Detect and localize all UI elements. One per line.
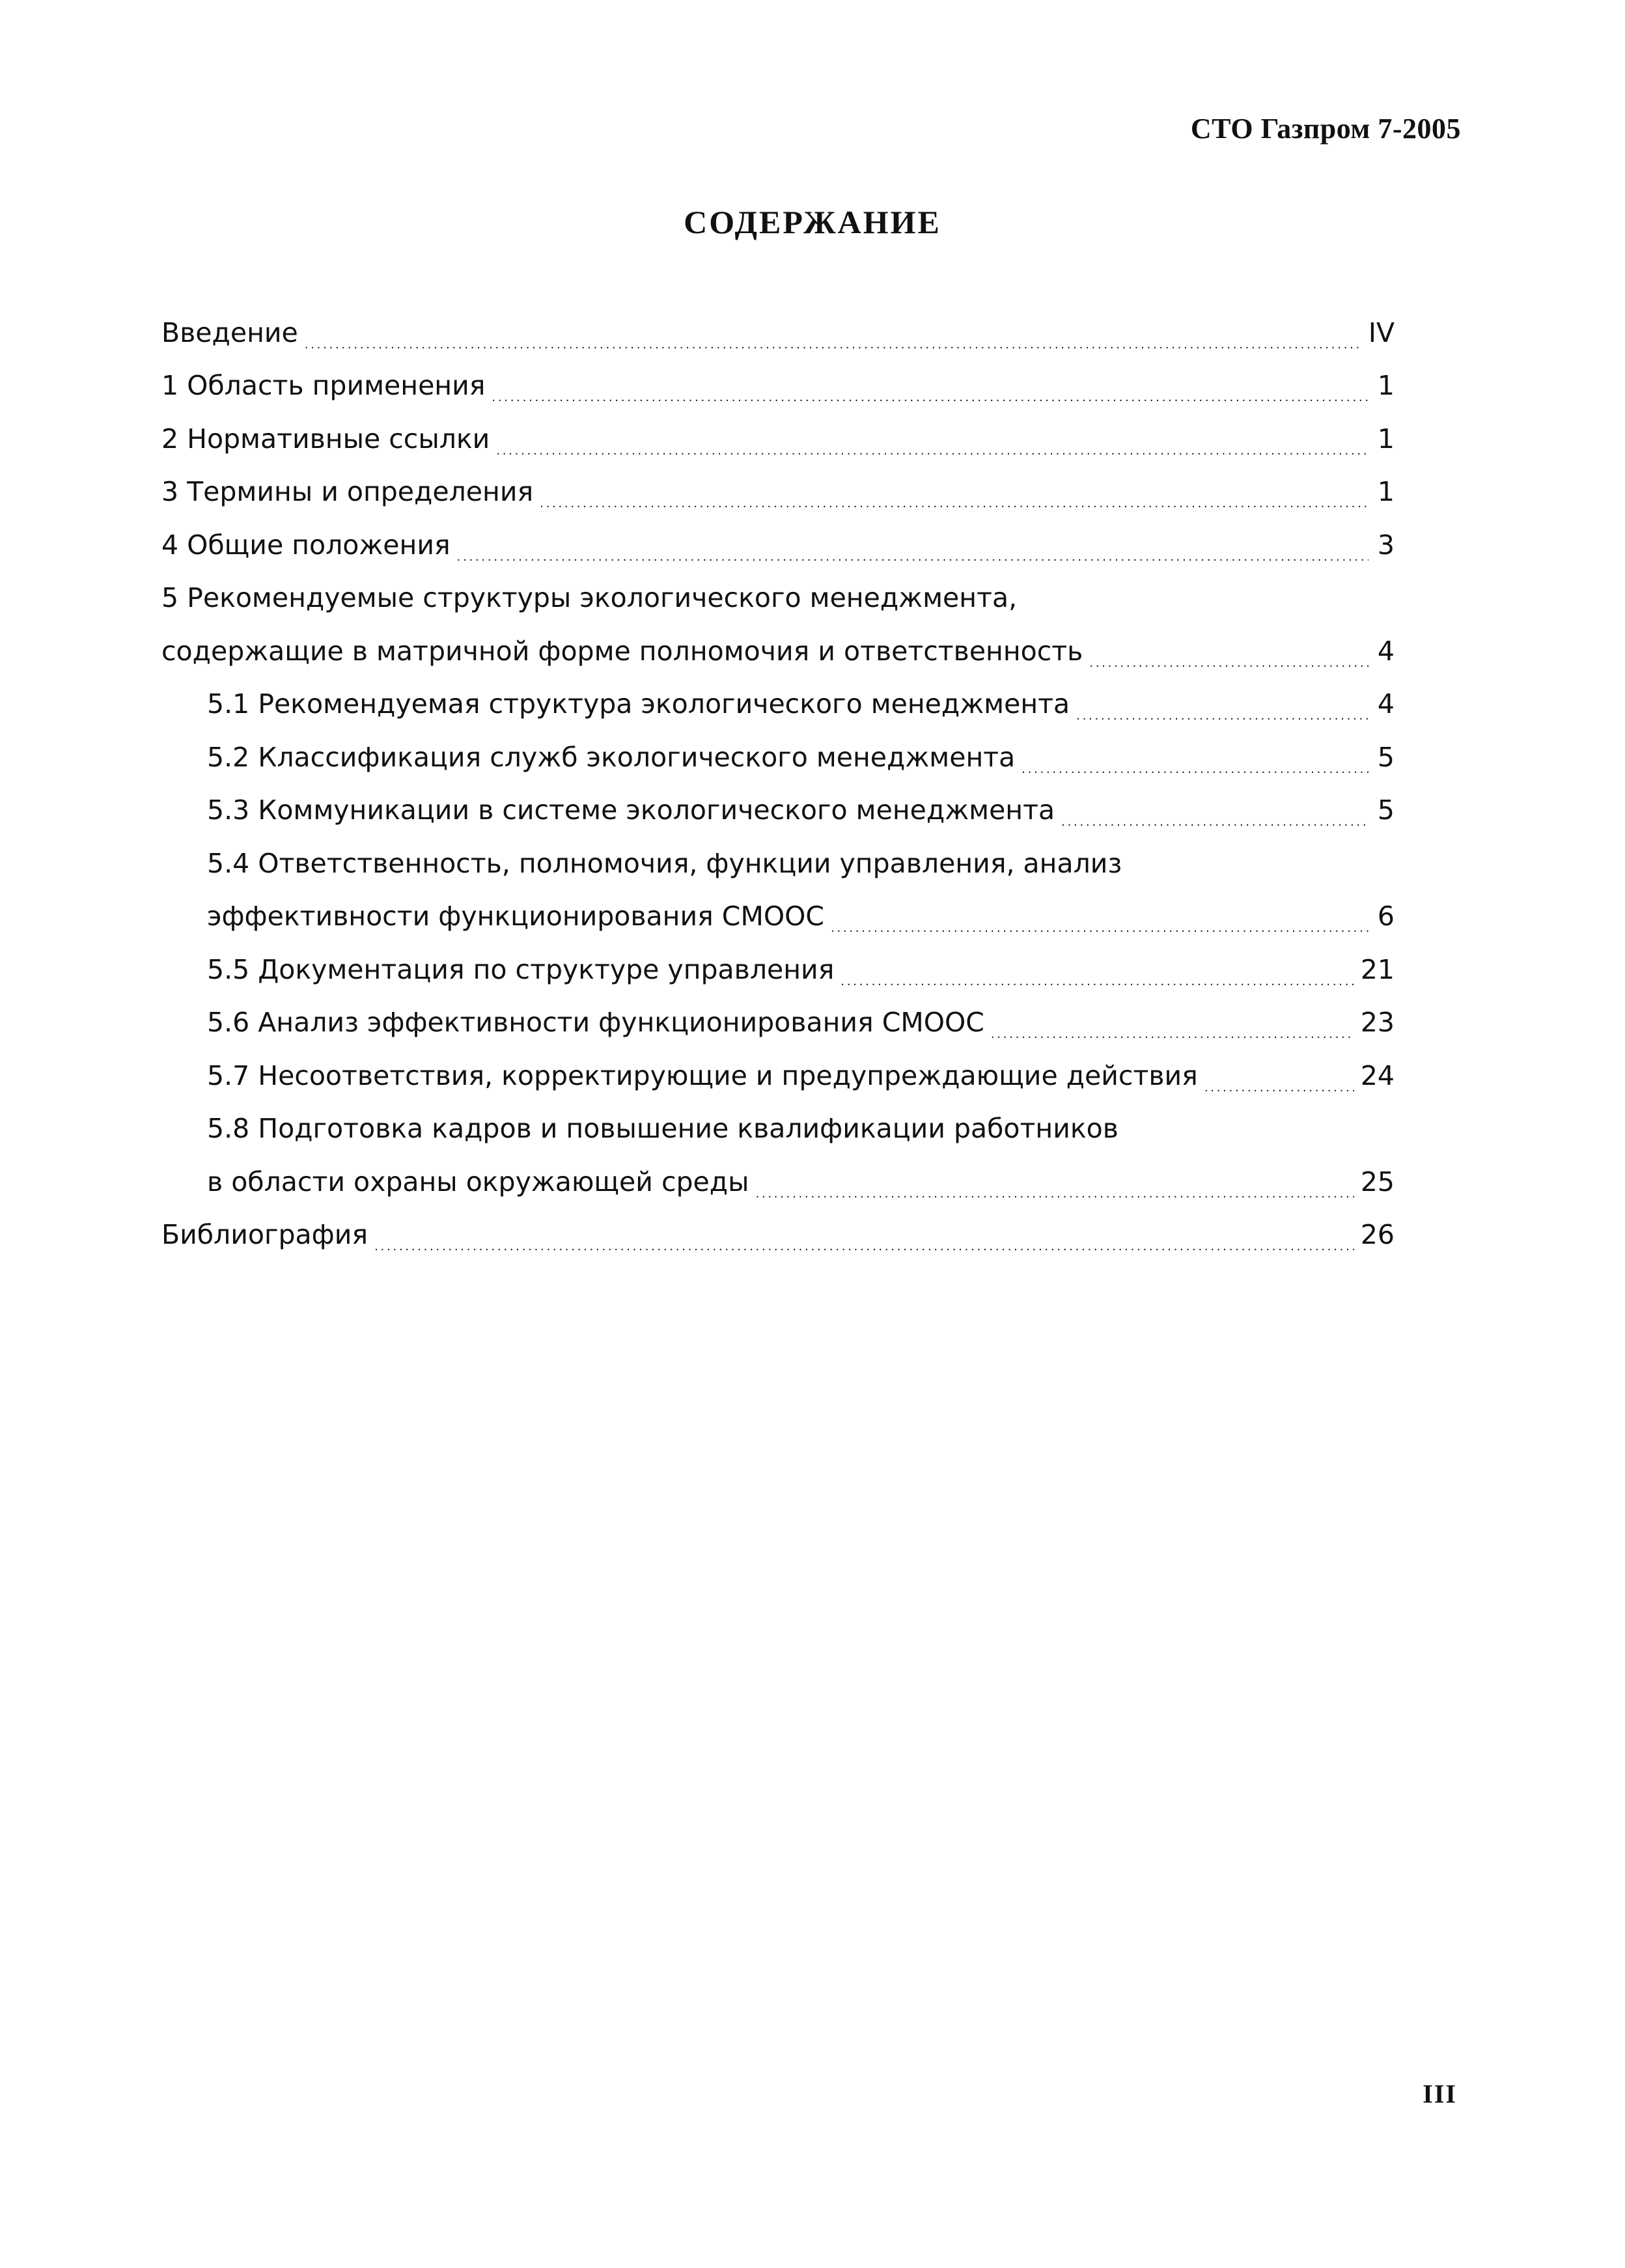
toc-entry-5-6 — [161, 996, 1395, 1050]
toc-entry-text: в области охраны окружающей среды — [207, 1166, 749, 1197]
toc-entry-text: 5.6 Анализ эффективности функционирования СМООС — [207, 1007, 984, 1039]
toc-entry-5-4-line-1 — [161, 837, 1395, 890]
toc-entry-2 — [161, 412, 1395, 466]
toc-page-number: 21 — [1360, 953, 1395, 985]
toc-dot-leader — [374, 1225, 1354, 1254]
toc-page-number: 26 — [1360, 1219, 1395, 1251]
toc-page-number: IV — [1368, 316, 1395, 348]
toc-dot-leader — [1204, 1067, 1354, 1095]
toc-dot-leader — [492, 376, 1368, 405]
toc-entry-3 — [161, 466, 1395, 519]
toc-dot-leader — [1061, 801, 1368, 830]
toc-entry-text: содержащие в матричной форме полномочия и ответственность — [161, 635, 1083, 667]
toc-dot-leader — [457, 536, 1368, 565]
toc-dot-leader — [1089, 642, 1368, 671]
toc-entry-5-2 — [161, 731, 1395, 784]
toc-entry-text: 5.1 Рекомендуемая структура экологического менеджмента — [207, 688, 1070, 720]
toc-dot-leader — [831, 907, 1368, 936]
toc-dot-leader — [840, 960, 1354, 989]
toc-entry-text: 5.2 Классификация служб экологического менеджмента — [207, 741, 1016, 773]
toc-entry-text: 5.8 Подготовка кадров и повышение квалификации работников — [207, 1113, 1118, 1145]
toc-entry-text: 5.7 Несоответствия, корректирующие и предупреждающие действия — [207, 1059, 1198, 1091]
toc-entry-text: 5.4 Ответственность, полномочия, функции управления, анализ — [207, 847, 1122, 879]
toc-entry-text: 2 Нормативные ссылки — [161, 423, 490, 455]
toc-entry-text: 1 Область применения — [161, 370, 486, 402]
toc-entry-5-line-2 — [161, 624, 1395, 678]
toc-page-number: 23 — [1360, 1007, 1395, 1039]
toc-dot-leader — [1076, 695, 1368, 723]
toc-page-number: 4 — [1377, 635, 1395, 667]
toc-entry-5-8-line-1 — [161, 1102, 1395, 1156]
toc-page-number: 6 — [1377, 901, 1395, 932]
toc-entry-5-4-line-2 — [161, 890, 1395, 944]
page-number: III — [1423, 2079, 1457, 2108]
table-of-contents — [161, 306, 1395, 1261]
toc-page-number: 5 — [1377, 794, 1395, 826]
toc-entry-text: 4 Общие положения — [161, 529, 451, 561]
toc-entry-text: 3 Термины и определения — [161, 476, 534, 508]
toc-page-number: 4 — [1377, 688, 1395, 720]
toc-dot-leader — [755, 1173, 1354, 1201]
toc-entry-5-7 — [161, 1049, 1395, 1102]
toc-entry-5-5 — [161, 943, 1395, 996]
toc-entry-bibliography — [161, 1209, 1395, 1262]
page-title: СОДЕРЖАНИЕ — [684, 204, 941, 240]
toc-entry-1 — [161, 359, 1395, 413]
toc-entry-5-line-1 — [161, 572, 1395, 625]
toc-dot-leader — [540, 483, 1368, 511]
toc-dot-leader — [496, 430, 1368, 458]
toc-entry-text: Введение — [161, 316, 298, 348]
toc-entry-text: эффективности функционирования СМООС — [207, 901, 824, 932]
toc-dot-leader — [305, 324, 1362, 352]
toc-page-number: 1 — [1377, 423, 1395, 455]
toc-entry-text: 5.3 Коммуникации в системе экологического менеджмента — [207, 794, 1055, 826]
toc-entry-5-8-line-2 — [161, 1155, 1395, 1209]
toc-dot-leader — [1021, 748, 1368, 777]
toc-page-number: 24 — [1360, 1059, 1395, 1091]
toc-page-number: 25 — [1360, 1166, 1395, 1197]
toc-entry-text: 5 Рекомендуемые структуры экологического менеджмента, — [161, 582, 1018, 614]
toc-page-number: 1 — [1377, 476, 1395, 508]
toc-entry-5-3 — [161, 784, 1395, 837]
toc-entry-introduction — [161, 306, 1395, 359]
toc-entry-text: Библиография — [161, 1219, 368, 1251]
document-code: СТО Газпром 7-2005 — [1190, 113, 1461, 145]
toc-entry-4 — [161, 518, 1395, 572]
toc-dot-leader — [991, 1013, 1354, 1042]
toc-entry-text: 5.5 Документация по структуре управления — [207, 953, 835, 985]
toc-entry-5-1 — [161, 678, 1395, 731]
toc-page-number: 1 — [1377, 370, 1395, 402]
toc-page-number: 5 — [1377, 741, 1395, 773]
toc-page-number: 3 — [1377, 529, 1395, 561]
